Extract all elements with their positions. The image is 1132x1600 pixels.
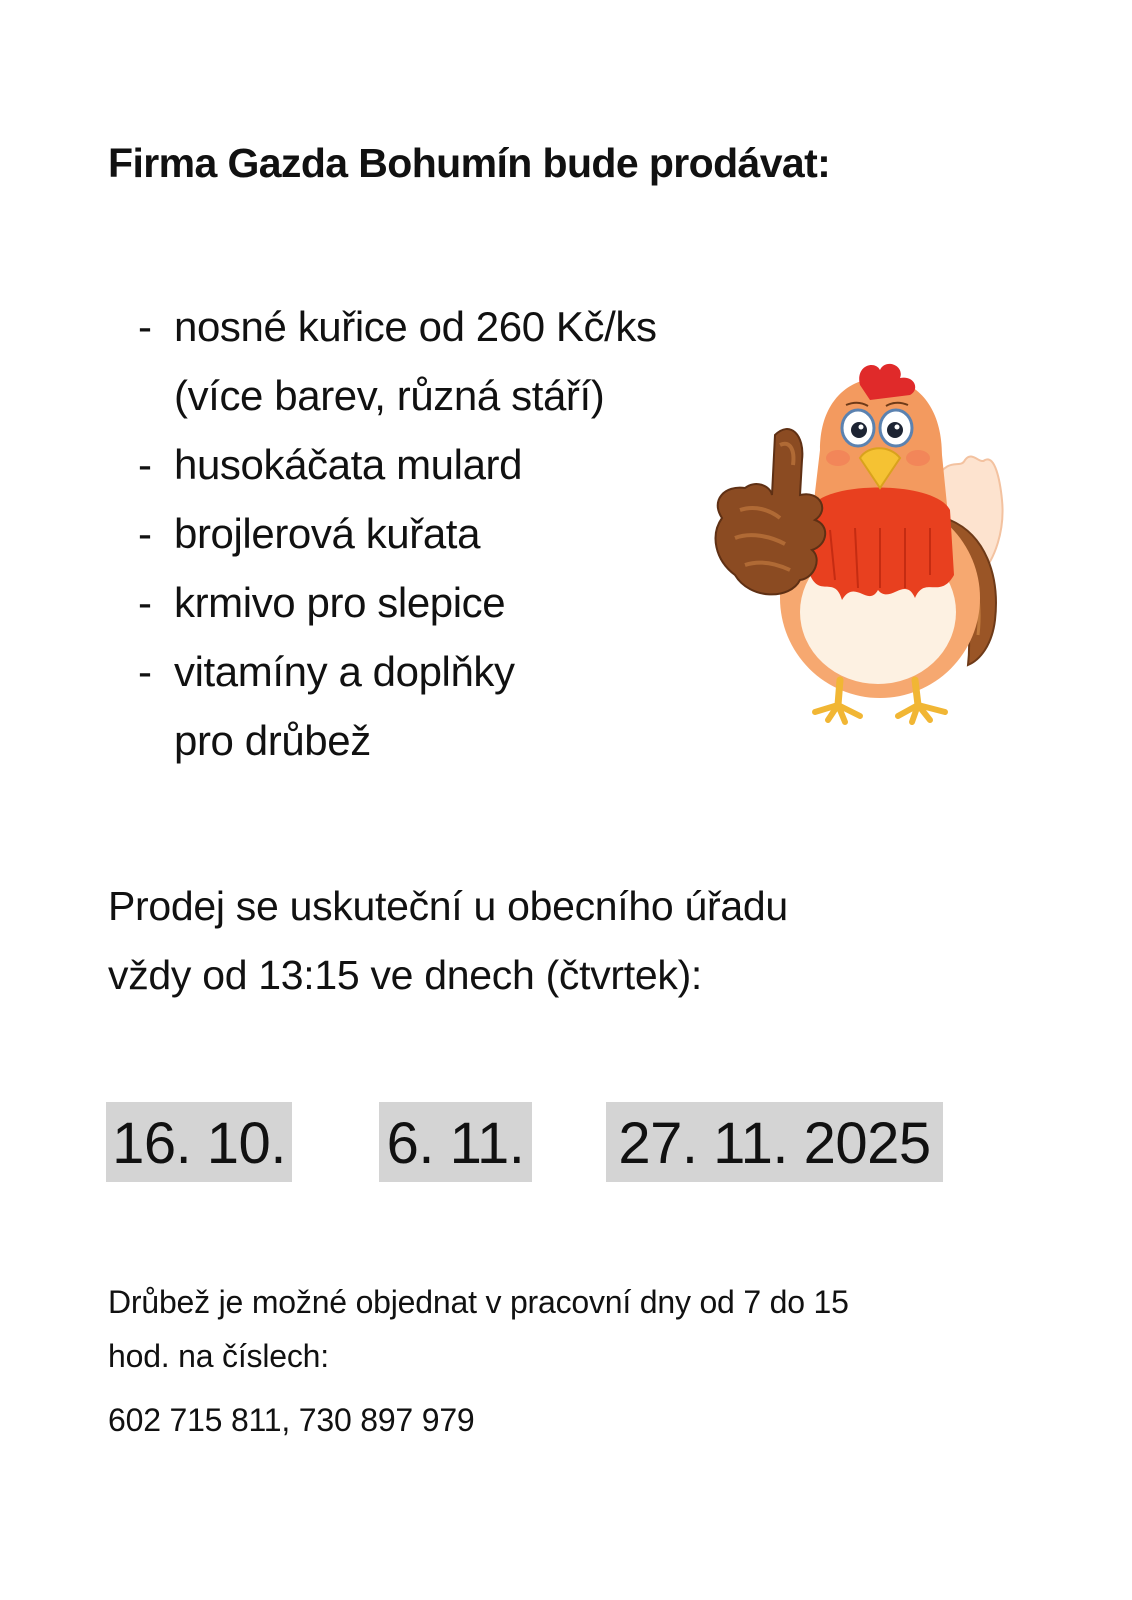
sale-date: 16. 10. <box>106 1102 292 1182</box>
product-item-text: vitamíny a doplňky <box>174 648 515 695</box>
product-item <box>138 430 657 499</box>
order-info-line: hod. na číslech: <box>108 1338 329 1374</box>
flyer-title: Firma Gazda Bohumín bude prodávat: <box>108 140 831 186</box>
bullet-dash: - <box>138 441 152 488</box>
product-item <box>138 637 657 775</box>
product-item-note: pro drůbež <box>174 717 371 764</box>
product-item-text: krmivo pro slepice <box>174 579 506 626</box>
bullet-dash: - <box>138 648 152 695</box>
product-item <box>138 499 657 568</box>
sale-info <box>108 872 788 1010</box>
product-item-note: (více barev, různá stáří) <box>174 372 605 419</box>
sale-info-line: vždy od 13:15 ve dnech (čtvrtek): <box>108 952 703 998</box>
product-item <box>138 292 657 430</box>
product-item <box>138 568 657 637</box>
sale-info-line: Prodej se uskuteční u obecního úřadu <box>108 883 788 929</box>
cartoon-hen-thumbs-up-icon <box>710 360 1020 730</box>
bullet-dash: - <box>138 510 152 557</box>
phone-numbers: 602 715 811, 730 897 979 <box>108 1402 475 1438</box>
product-item-text: husokáčata mulard <box>174 441 523 488</box>
order-info-line: Drůbež je možné objednat v pracovní dny od 7 do 15 <box>108 1284 849 1320</box>
order-info <box>108 1275 849 1383</box>
product-list <box>138 292 657 775</box>
sale-date: 6. 11. <box>379 1102 532 1182</box>
sale-date: 27. 11. 2025 <box>606 1102 943 1182</box>
bullet-dash: - <box>138 303 152 350</box>
product-item-text: nosné kuřice od 260 Kč/ks <box>174 303 657 350</box>
product-item-text: brojlerová kuřata <box>174 510 481 557</box>
bullet-dash: - <box>138 579 152 626</box>
